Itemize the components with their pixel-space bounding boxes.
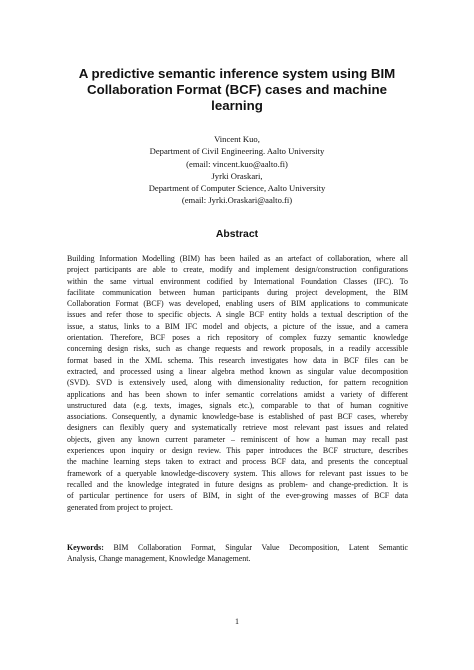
abstract-heading: Abstract [215,229,259,240]
abstract-line: format based in the XML schema. This research investigates how data in BCF files can be [67,355,408,365]
abstract-line: designers can flexibly query and systematically retrieve most relevant past issues and related [67,423,408,433]
abstract-line: of particular pertinence for users of BIM, in sight of the ever-growing masses of BCF data [67,491,408,501]
abstract-line: facilitate communication between human participants during project development, the BIM [67,287,408,297]
abstract-line: concerning design risks, such as change requests and rework proposals, in a readily accessible [67,344,408,354]
abstract-line: associations. Consequently, a dynamic knowledge-base is established of past BCF cases, whereby [67,412,408,422]
abstract-line: recalled and the knowledge integrated in future designs as problem- and change-prediction. It is [67,479,408,489]
abstract-body [67,253,408,513]
abstract-line: within the same virtual environment codified by International Foundation Classes (IFC). To [67,276,408,286]
abstract-line: objects, given any known current parameter – reminiscent of how a human may recall past [67,434,408,444]
abstract-line: orientation. Therefore, BCF poses a rich repository of complex fuzzy semantic knowledge [67,333,408,343]
keywords-block [67,542,408,565]
abstract-line: (SVD). SVD is extensively used, along with dimensionality reduction, for pattern recognition [67,378,408,388]
abstract-line: unstructured data (e.g. texts, images, signals etc.), comparable to that of human cognitive [67,400,408,410]
abstract-line: extracted, and processed using a linear algebra method known as singular value decomposition [67,366,408,376]
title-line: A predictive semantic inference system using BIM [78,66,396,81]
abstract-line: applications and has been shown to infer semantic correlations amidst a variety of different [67,389,408,399]
author-affiliation: Department of Civil Engineering. Aalto University [149,146,325,157]
abstract-line: issues and refer those to specific objects. A single BCF entity holds a textual description of the [67,310,408,320]
author-name: Jyrki Oraskari, [211,170,263,181]
abstract-line: project participants are able to create, modify and implement design/construction configurations [67,265,408,275]
abstract-line: issue, a status, links to a BIM IFC model and objects, a picture of the issue, and a camera [67,321,408,331]
abstract-line: experiences upon inquiry or design review. This paper introduces the BCF structure, describes [67,446,408,456]
abstract-line: Building Information Modelling (BIM) has been hailed as an artefact of collaboration, where all [67,254,408,263]
author-email: (email: Jyrki.Oraskari@aalto.fi) [181,195,293,206]
title-line: learning [211,98,263,114]
paper-title [60,66,414,115]
abstract-line: framework of a queryable knowledge-discovery system. This allows for relevant past issues to be [67,468,408,478]
keywords-text: BIM Collaboration Format, Singular Value Decomposition, Latent Semantic [113,543,408,552]
keywords-line: Analysis, Change management, Knowledge Management. [67,554,251,564]
title-line: Collaboration Format (BCF) cases and machine [87,82,387,98]
author-name: Vincent Kuo, [214,134,260,144]
abstract-line: the machine learning steps taken to extract and process BCF data, and presents the conceptual [67,457,408,467]
page-number: 1 [235,617,239,626]
keywords-line [67,542,408,553]
author-affiliation: Department of Computer Science, Aalto University [148,183,326,194]
author-block [60,133,414,207]
author-email: (email: vincent.kuo@aalto.fi) [186,158,288,169]
abstract-line: Collaboration Format (BCF) was developed, enabling users of BIM applications to communicate [67,299,408,309]
abstract-line: generated from project to project. [67,502,173,512]
keywords-label: Keywords: [67,543,104,552]
